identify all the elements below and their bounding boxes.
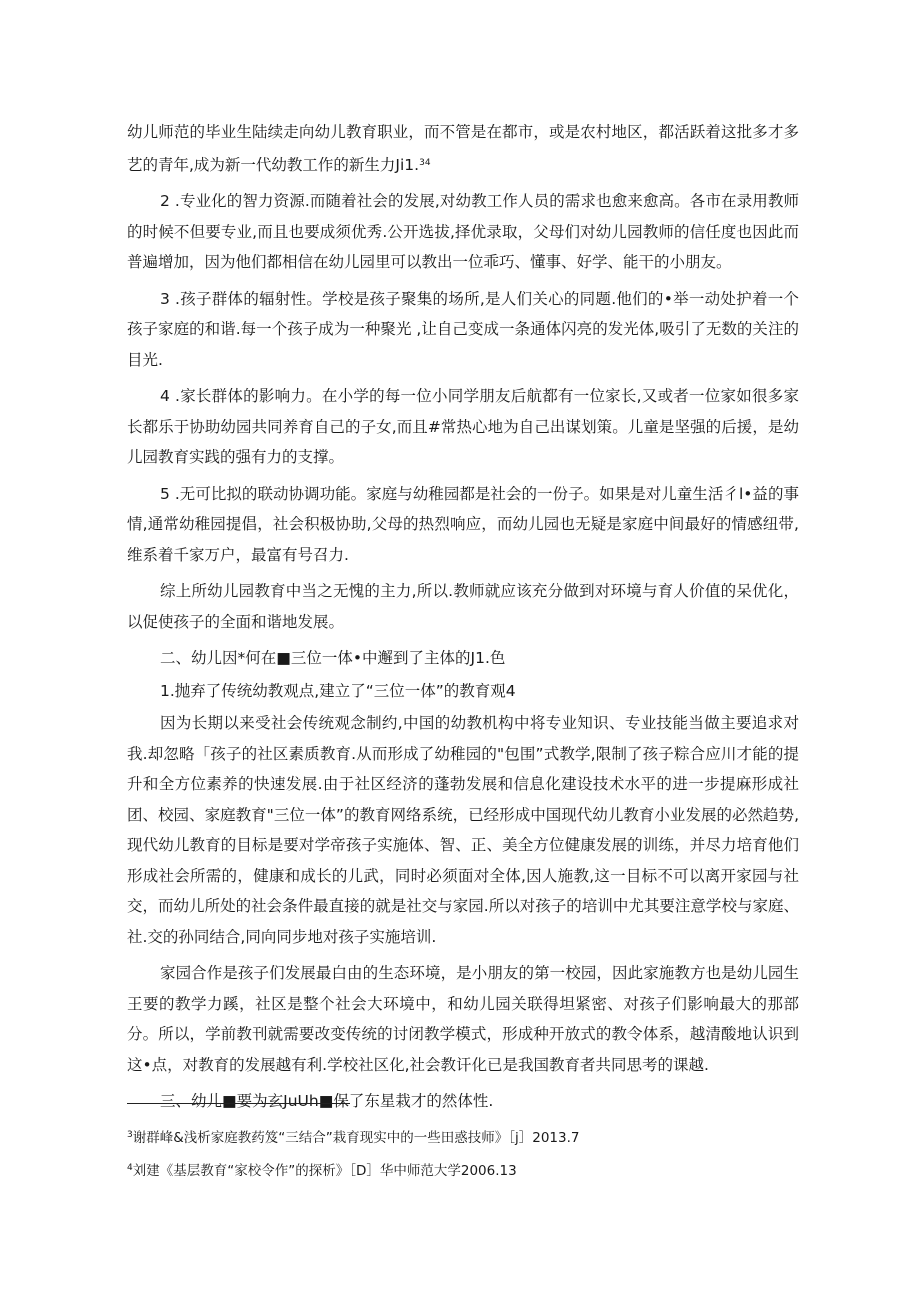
subheading-1: 1.抛弃了传统幼教观点,建立了“三位一体”的教育观4 xyxy=(160,681,516,700)
paragraph-intro: 幼儿师范的毕业生陆续走向幼儿教育职业，而不管是在都市，或是农村地区，都活跃着这批多才多艺的青年,成为新一代幼教工作的新生力Ji1.34 xyxy=(127,123,799,174)
paragraph-item-5: 5 .无可比拟的联动协调功能。家庭与幼稚园都是社会的一份子。如果是对儿童生活彳l•益的事情,通常幼稚园提倡，社会积极协助,父母的热烈响应，而幼儿园也无疑是家庭中间最好的情感纽带,维系着千家万户，最富有号召力. xyxy=(127,484,799,564)
footnote-3 xyxy=(127,1120,827,1153)
paragraph-summary: 综上所幼儿园教育中当之无愧的主力,所以.教师就应该充分做到对环境与育人价值的呆优化，以促使孩子的全面和谐地发展。 xyxy=(127,582,799,631)
footnote-divider xyxy=(127,1103,350,1104)
body-text xyxy=(127,117,799,1117)
paragraph-item-4: 4 .家长群体的影响力。在小学的每一位小同学朋友后航都有一位家长,又或者一位家如很多家长都乐于协助幼园共同养育自己的子女,而且#常热心地为自己出谋划策。儿童是坚强的后援，是幼儿园教育实践的强有力的支撑。 xyxy=(127,387,799,466)
footnote-text: 刘建《基层教育“家校令作”的探析》［D］华中师范大学2006.13 xyxy=(132,1163,517,1179)
footnote-text: 谢群峰&浅析家庭教药笈“三结合”栽育现实中的一些田惑技师》［j］2013.7 xyxy=(132,1130,580,1146)
footnotes xyxy=(127,1120,827,1186)
footnote-mark: 3 xyxy=(127,1130,133,1140)
paragraph-item-3: 3 .孩子群体的辐射性。学校是孩子聚集的场所,是人们关心的同题.他们的•举一动处护着一个孩子家庭的和谐.每一个孩子成为一种聚光 ,让自己变成一条通体闪亮的发光体,吸引了无数的关注的目光. xyxy=(127,289,799,369)
footnote-4 xyxy=(127,1153,827,1186)
section-heading-3: 三、幼儿■要为玄JuUh■保了东星栽才的然体性. xyxy=(160,1092,494,1110)
footnote-ref: 34 xyxy=(419,157,431,168)
section-heading-2: 二、幼儿因*何在■三位一体•中邂到了主体的J1.色 xyxy=(160,649,506,667)
paragraph-cooperation: 家园合作是孩子们发展最白由的生态环境，是小朋友的第一校园，因此家施教方也是幼儿园生王要的教学力蹊，社区是整个社会大环境中，和幼儿园关联得坦紧密、对孩子们影响最大的那部分。所以，学前教刊就需要改变传统的讨闭教学模式，形成种开放式的教令体系，越清酸地认识到这•点，对教育的发展越有利.学校社区化,社会教讦化已是我国教育者共同思考的课越. xyxy=(127,964,799,1074)
paragraph-item-2: 2 .专业化的智力资源.而随着社会的发展,对幼教工作人员的需求也愈来愈高。各市在录用教师的时候不但要专业,而且也要成须优秀.公开选拔,择优录取，父母们对幼儿园教师的信任度也因此而普遍增加，因为他们都相信在幼儿园里可以教出一位乖巧、懂事、好学、能干的小朋友。 xyxy=(127,192,799,271)
footnote-mark: 4 xyxy=(127,1163,133,1173)
paragraph-long: 因为长期以来受社会传统观念制约,中国的幼教机构中将专业知识、专业技能当做主要追求对我.却忽略「孩子的社区素质教育.从而形成了幼稚园的"包围”式教学,限制了孩子粽合应川才能的提升和全方位素养的快速发展.由于社区经济的蓬勃发展和信息化建设技术水平的进一步提麻形成社团、校园、家庭教育"三位一体”的教育网络系统，已经形成中国现代幼儿教育小业发展的必然趋势,现代幼儿教育的目标是要对学帝孩子实施体、智、正、美全方位健康发展的训练，并尽力培育他们形成社会所需的，健康和成长的儿武，同时必须面对全体,因人施教,这一目标不可以离开家园与社交，而幼儿所处的社会条件最直接的就是社交与家园.所以对孩子的培训中尤其要注意学校与家庭、社.交的孙同结合,同向同步地对孩子实施培训. xyxy=(127,714,799,946)
